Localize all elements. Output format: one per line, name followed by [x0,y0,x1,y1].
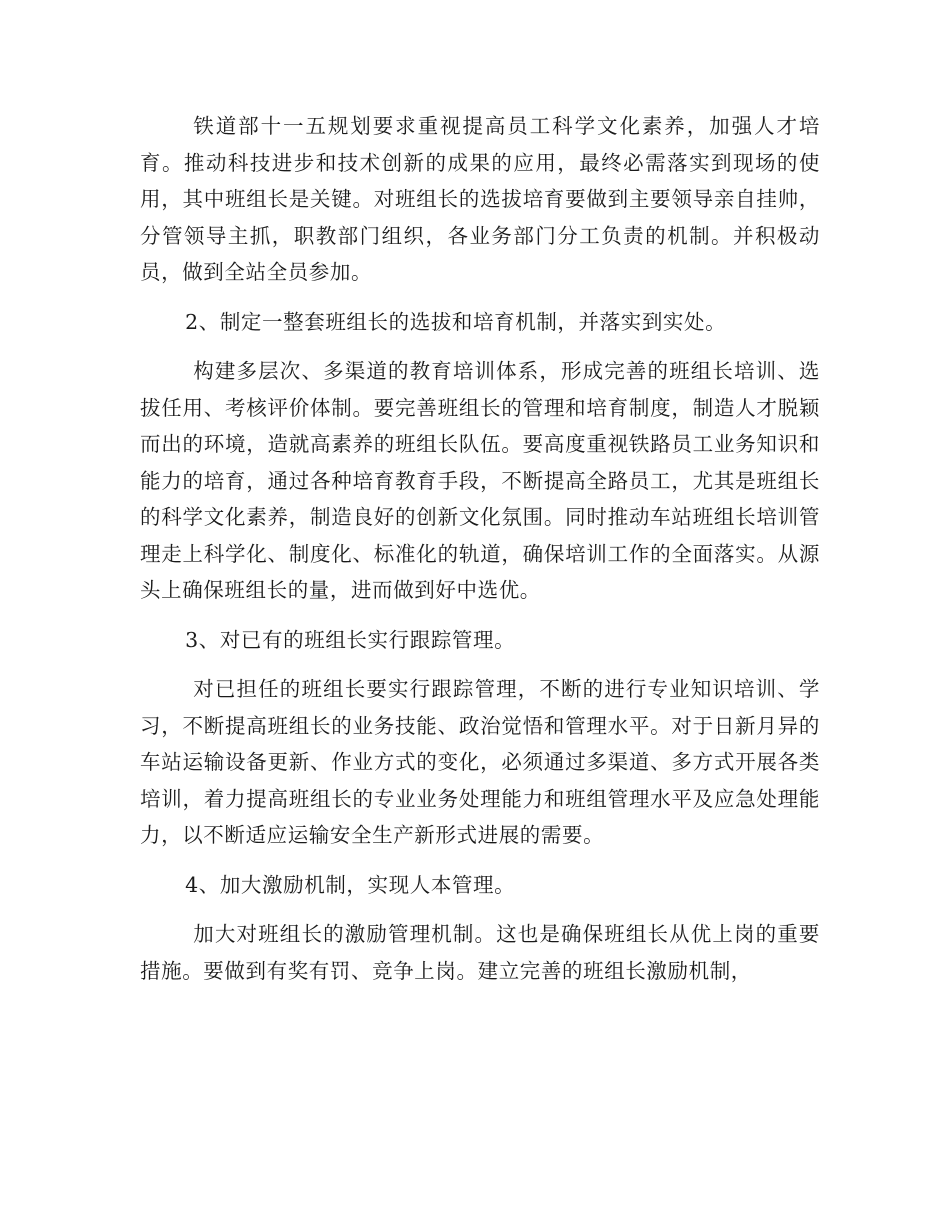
section-heading-2: 2、制定一整套班组长的选拔和培育机制，并落实到实处。 [185,309,727,334]
document-body [140,108,820,1002]
section-heading-4: 4、加大激励机制，实现人本管理。 [185,872,516,897]
paragraph-section-4: 加大对班组长的激励管理机制。这也是确保班组长从优上岗的重要措施。要做到有奖有罚、竞争上岗。建立完善的班组长激励机制， [140,922,820,983]
section-heading-3: 3、对已有的班组长实行跟踪管理。 [185,627,516,652]
paragraph-section-2: 构建多层次、多渠道的教育培训体系，形成完善的班组长培训、选拔任用、考核评价体制。要完善班组长的管理和培育制度，制造人才脱颖而出的环境，造就高素养的班组长队伍。要高度重视铁路员工业务知识和能力的培育，通过各种培育教育手段，不断提高全路员工，尤其是班组长的科学文化素养，制造良好的创新文化氛围。同时推动车站班组长培训管理走上科学化、制度化、标准化的轨道，确保培训工作的全面落实。从源头上确保班组长的量，进而做到好中选优。 [140,359,820,602]
paragraph-intro: 铁道部十一五规划要求重视提高员工科学文化素养，加强人才培育。推动科技进步和技术创新的成果的应用，最终必需落实到现场的使用，其中班组长是关键。对班组长的选拔培育要做到主要领导亲自挂帅，分管领导主抓，职教部门组织，各业务部门分工负责的机制。并积极动员，做到全站全员参加。 [140,114,820,284]
paragraph-section-3: 对已担任的班组长要实行跟踪管理，不断的进行专业知识培训、学习，不断提高班组长的业务技能、政治觉悟和管理水平。对于日新月异的车站运输设备更新、作业方式的变化，必须通过多渠道、多方式开展各类培训，着力提高班组长的专业业务处理能力和班组管理水平及应急处理能力，以不断适应运输安全生产新形式进展的需要。 [140,677,820,847]
